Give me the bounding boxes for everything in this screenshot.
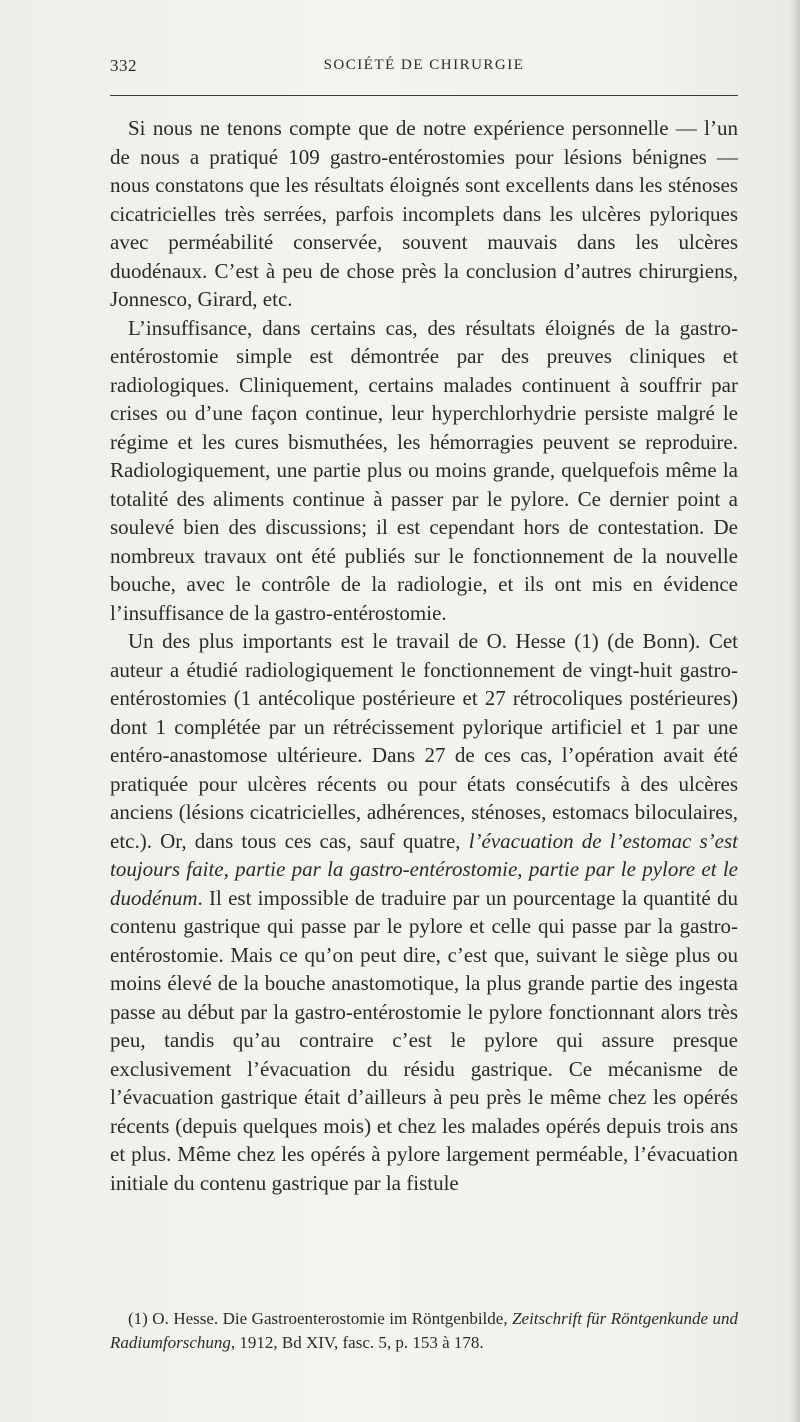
footnote-text-b: , 1912, Bd XIV, fasc. 5, p. 153 à 178. [230,1333,484,1352]
header-rule [110,95,738,96]
paragraph-3-italic: l’évacuation de l’estomac s’est toujours faite, partie par la gastro-entérostomie, partie par le pylore et le duodénum [110,828,738,910]
footnote-journal-title: Zeitschrift für Röntgenkunde und Radiumforschung [110,1309,738,1352]
paragraph-2: L’insuffisance, dans certains cas, des résultats éloignés de la gastro-entérostomie simple est démontrée par des preuves cliniques et radiologiques. Cliniquement, certains malades continuent à souffrir par crises ou d’une façon continue, leur hyperchlorhydrie persiste malgré le régime et les cures bismuthées, les hémorragies peuvent se reproduire. Radiologiquement, une partie plus ou moins grande, quelquefois même la totalité des aliments continue à passer par le pylore. Ce dernier point a soulevé bien des discussions; il est cependant hors de contestation. De nombreux travaux ont été publiés sur le fonctionnement de la nouvelle bouche, avec le contrôle de la radiologie, et ils ont mis en évidence l’insuffisance de la gastro-entérostomie. [110,315,738,625]
footnote-text-a: (1) O. Hesse. Die Gastroenterostomie im Röntgenbilde, [128,1309,513,1328]
paragraph-3-text-a: Un des plus importants est le travail de O. Hesse (1) (de Bonn). Cet auteur a étudié radiologiquement le fonctionnement de vingt-huit gastro-entérostomies (1 antécolique postérieure et 27 rétrocoliques postérieures) dont 1 complétée par un rétrécissement pylorique artificiel et 1 par une entéro-anastomose ultérieure. Dans 27 de ces cas, l’opération avait été pratiquée pour ulcères récents ou pour états consécutifs à des ulcères anciens (lésions cicatricielles, adhérences, sténoses, estomacs biloculaires, etc.). Or, dans tous ces cas, sauf quatre, [110,629,738,853]
footnote [110,1307,738,1355]
body-text [110,114,738,1197]
paragraph-3 [110,627,738,1197]
page-edge-shadow [790,0,800,1422]
paragraph-3-text-b: . Il est impossible de traduire par un pourcentage la quantité du contenu gastrique qui passe par le pylore et celle qui passe par la gastro-entérostomie. Mais ce qu’on peut dire, c’est que, suivant le siège plus ou moins élevé de la bouche anastomotique, la plus grande partie des ingesta passe au début par la gastro-entérostomie le pylore fonctionnant alors très peu, tandis qu’au contraire c’est le pylore qui assure presque exclusivement l’évacuation du résidu gastrique. Ce mécanisme de l’évacuation gastrique était d’ailleurs à peu près le même chez les opérés récents (depuis quelques mois) et chez les malades opérés depuis trois ans et plus. Même chez les opérés à pylore largement perméable, l’évacuation initiale du contenu gastrique par la fistule [110,885,738,1195]
page-header [110,56,738,80]
running-title: SOCIÉTÉ DE CHIRURGIE [323,57,525,73]
paragraph-1: Si nous ne tenons compte que de notre expérience personnelle — l’un de nous a pratiqué 109 gastro-entérostomies pour lésions bénignes — nous constatons que les résultats éloignés sont excellents dans les sténoses cicatricielles très serrées, parfois incomplets dans les ulcères pyloriques avec perméabilité conservée, souvent mauvais dans les ulcères duodénaux. C’est à peu de chose près la conclusion d’autres chirurgiens, Jonnesco, Girard, etc. [110,116,738,311]
page-number: 332 [110,56,137,75]
footnote-1 [110,1307,738,1355]
